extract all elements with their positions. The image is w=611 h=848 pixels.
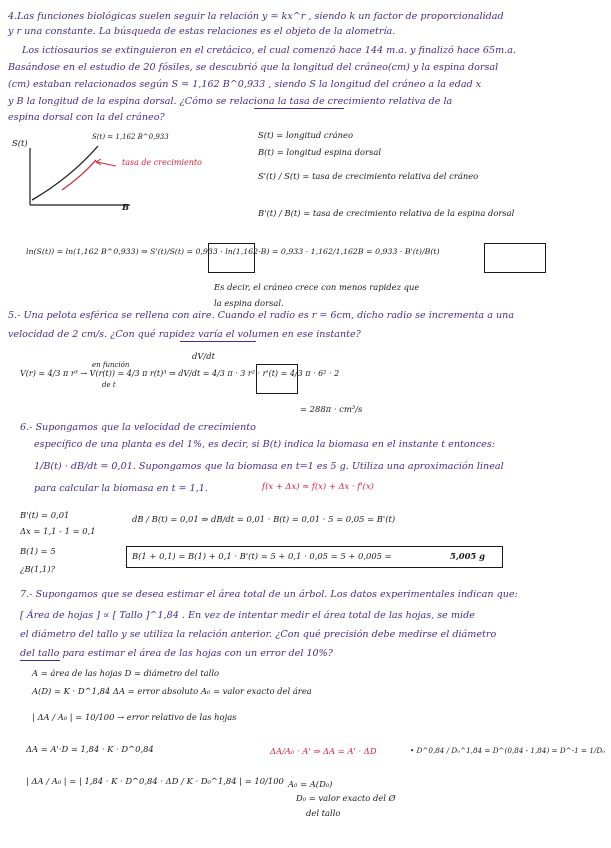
p7-side-eq: • D^0,84 / D₀^1,84 = D^(0,84 - 1,84) = D^-1 = 1/D₀ xyxy=(410,746,605,755)
p4-line-6: y B la longitud de la espina dorsal. ¿Cómo se relaciona la tasa de crecimiento relativa de la xyxy=(8,96,453,107)
p7-note-2: D₀ = valor exacto del Ø xyxy=(296,793,396,803)
p7-line-3: el diámetro del tallo y se utiliza la relación anterior. ¿Con qué precisión debe medirse el diámetro xyxy=(20,629,497,640)
graph-arrow-label: tasa de crecimiento xyxy=(122,158,202,167)
p4-conclusion-2: la espina dorsal. xyxy=(214,298,284,308)
underline-con-que-rapidez xyxy=(180,341,256,342)
p4-line-1: 4.Las funciones biológicas suelen seguir la relación y = kx^r , siendo k un factor de proporcionalidad xyxy=(8,11,504,22)
p7-def-2: A(D) = K · D^1,84 ΔA = error absoluto A₀ = valor exacto del área xyxy=(32,686,312,696)
p4-box-b-rate xyxy=(484,243,546,273)
p6-box-eq2 xyxy=(126,546,503,568)
p7-def-3: | ΔA / A₀ | = 10/100 → error relativo de las hojas xyxy=(32,712,237,722)
def-b-rate: B'(t) / B(t) = tasa de crecimiento relativa de la espina dorsal xyxy=(258,208,515,218)
p6-line-1: 6.- Supongamos que la velocidad de crecimiento xyxy=(20,422,256,433)
p7-line-1: 7.- Supongamos que se desea estimar el área total de un árbol. Los datos experimentales indican que: xyxy=(20,589,518,600)
p4-conclusion-1: Es decir, el cráneo crece con menos rapidez que xyxy=(214,282,420,292)
p6-eq1: dB / B(t) = 0,01 ⇒ dB/dt = 0,01 · B(t) = 0,01 · 5 = 0,05 = B'(t) xyxy=(132,514,396,524)
p4-line-5: (cm) estaban relacionados según S = 1,162 B^0,933 , siendo S la longitud del cráneo a la edad x xyxy=(8,79,482,90)
p6-given-2: Δx = 1,1 - 1 = 0,1 xyxy=(20,526,96,536)
p6-eq2: B(1 + 0,1) = B(1) + 0,1 · B'(t) = 5 + 0,1 · 0,05 = 5 + 0,005 = xyxy=(132,551,392,561)
graph-x-label: B xyxy=(122,202,130,212)
def-s-rate: S'(t) / S(t) = tasa de crecimiento relativa del cráneo xyxy=(258,171,479,181)
p5-note-dvdt: dV/dt xyxy=(192,351,215,361)
p5-result: = 288π · cm³/s xyxy=(300,404,363,414)
graph-curve-label: S(t) = 1,162 B^0,933 xyxy=(92,133,169,141)
p6-line-3: 1/B(t) · dB/dt = 0,01. Supongamos que la biomasa en t=1 es 5 g. Utiliza una aproximación lineal xyxy=(34,461,504,472)
def-s: S(t) = longitud cráneo xyxy=(258,130,353,140)
p5-equation: V(r) = 4/3 π r³ → V(r(t)) = 4/3 π r(t)³ ⇒ dV/dt = 4/3 π · 3 r² · r'(t) = 4/3 π · 6² · 2 xyxy=(20,369,340,378)
p7-note-3: del tallo xyxy=(306,808,341,818)
p7-eq2: | ΔA / A₀ | = | 1,84 · K · D^0,84 · ΔD / K · D₀^1,84 | = 10/100 xyxy=(26,776,284,786)
p7-note-1: A₀ = A(D₀) xyxy=(288,779,333,789)
p4-line-3: Los ictiosaurios se extinguieron en el cretácico, el cual comenzó hace 144 m.a. y finalizó hace 65m.a. xyxy=(22,45,516,56)
p7-line-2: [ Área de hojas ] ∝ [ Tallo ]^1,84 . En vez de intentar medir el área total de las hojas, se mide xyxy=(20,610,475,621)
p6-given-4: ¿B(1,1)? xyxy=(20,564,55,574)
p6-given-3: B(1) = 5 xyxy=(20,546,56,556)
p5-line-1: 5.- Una pelota esférica se rellena con aire. Cuando el radio es r = 6cm, dicho radio se incrementa a una xyxy=(8,310,515,321)
p4-equation: ln(S(t)) = ln(1,162 B^0,933) ⇒ S'(t)/S(t) = 0,933 · ln(1,162·B) = 0,933 · 1,162/1,162B = 0,933 · B'(t)/B(t) xyxy=(26,247,440,256)
p6-line-2: específico de una planta es del 1%, es decir, si B(t) indica la biomasa en el instante t entonces: xyxy=(34,439,496,450)
p6-taylor: f(x + Δx) ≈ f(x) + Δx · f'(x) xyxy=(262,481,374,491)
def-b: B(t) = longitud espina dorsal xyxy=(258,147,382,157)
p4-line-4: Basándose en el estudio de 20 fósiles, se descubrió que la longitud del cráneo(cm) y la espina dorsal xyxy=(8,62,499,73)
p5-box-dvdt xyxy=(256,364,298,394)
p4-line-7: espina dorsal con la del cráneo? xyxy=(8,112,165,123)
p5-note-funcion: en función xyxy=(92,361,130,369)
p7-red-note: ΔA/A₀ · A' ⇒ ΔA = A' · ΔD xyxy=(270,746,377,756)
p4-box-s-rate xyxy=(208,243,255,273)
p6-given-1: B'(t) = 0,01 xyxy=(20,510,70,520)
p5-note-de-t: de t xyxy=(102,381,116,389)
p5-line-2: velocidad de 2 cm/s. ¿Con qué rapidez varía el volumen en ese instante? xyxy=(8,329,361,340)
graph-y-label: S(t) xyxy=(12,138,28,148)
p4-line-2: y r una constante. La búsqueda de estas relaciones es el objeto de la alometría. xyxy=(8,26,396,37)
p6-line-4: para calcular la biomasa en t = 1,1. xyxy=(34,483,208,494)
p7-def-1: A = área de las hojas D = diámetro del tallo xyxy=(32,668,220,678)
underline-del-tallo xyxy=(20,660,60,661)
p7-line-4: del tallo para estimar el área de las hojas con un error del 10%? xyxy=(20,648,333,659)
p6-result: 5,005 g xyxy=(450,551,485,561)
p7-eq1: ΔA = A'·D = 1,84 · K · D^0,84 xyxy=(26,744,154,754)
